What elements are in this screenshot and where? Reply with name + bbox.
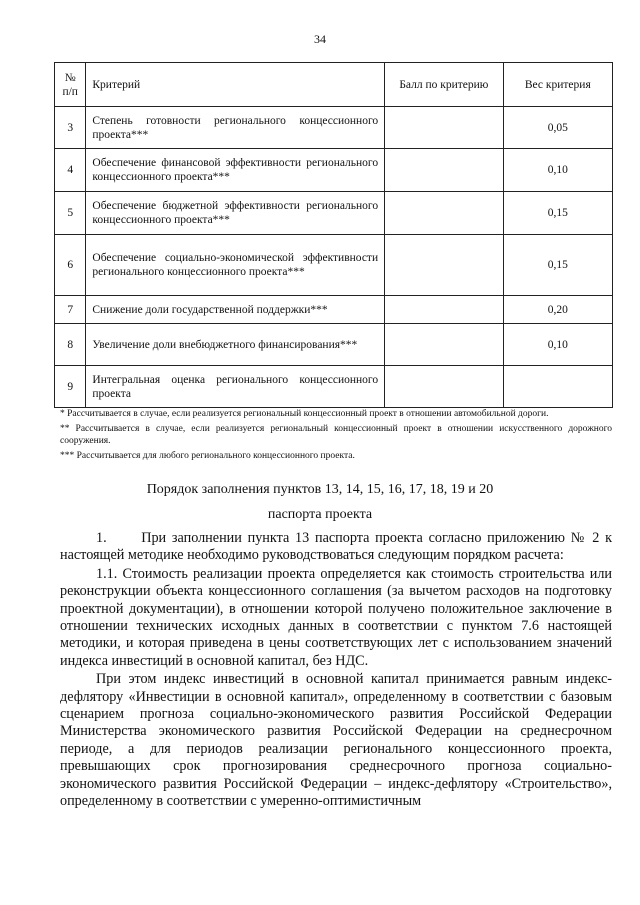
row-weight: 0,05: [503, 107, 612, 149]
header-weight: Вес критерия: [503, 63, 612, 107]
row-score: [385, 107, 503, 149]
row-weight: [503, 366, 612, 408]
header-score: Балл по критерию: [385, 63, 503, 107]
row-score: [385, 366, 503, 408]
table-row: [55, 192, 613, 235]
row-score: [385, 296, 503, 324]
row-score: [385, 324, 503, 366]
footnote: * Рассчитывается в случае, если реализуется региональный концессионный проект в отношении автомобильной дороги.: [60, 409, 549, 419]
row-criterion: Степень готовности регионального концессионного проекта***: [86, 107, 385, 149]
header-criterion: Критерий: [86, 63, 385, 107]
footnote: *** Рассчитывается для любого регионального концессионного проекта.: [60, 450, 355, 461]
criteria-table: [54, 62, 613, 408]
row-weight: 0,10: [503, 324, 612, 366]
table-row: [55, 296, 613, 324]
page-number: 34: [314, 32, 326, 46]
row-criterion: Увеличение доли внебюджетного финансирования***: [86, 324, 385, 366]
row-weight: 0,20: [503, 296, 612, 324]
table-header-row: [55, 63, 613, 107]
row-weight: 0,15: [503, 192, 612, 235]
row-criterion: Интегральная оценка регионального концессионного проекта: [86, 366, 385, 408]
row-criterion: Обеспечение бюджетной эффективности регионального концессионного проекта***: [86, 192, 385, 235]
row-weight: 0,15: [503, 235, 612, 296]
row-criterion: Обеспечение социально-экономической эффективности регионального концессионного проекта***: [86, 235, 385, 296]
row-num: 4: [55, 149, 86, 192]
row-num: 3: [55, 107, 86, 149]
footnotes: [60, 408, 612, 464]
paragraph: 1.1. Стоимость реализации проекта определяется как стоимость строительства или реконструкции объекта концессионного соглашения (за вычетом расходов на подготовку проектной документации), в отношении которой получено положительное заключение в отношении технических исходных данных в соответствии с пунктом 7.6 настоящей методики, и которая приведена в цены соответствующих лет с использованием значений индекса инвестиций в основной капитал, без НДС.: [60, 565, 612, 669]
row-criterion: Обеспечение финансовой эффективности регионального концессионного проекта***: [86, 149, 385, 192]
paragraph: При этом индекс инвестиций в основной капитал принимается равным индекс-дефлятору «Инвестиции в основной капитал», определенному в соответствии с базовым сценарием прогноза социально-экономического развития Российской Федерации Министерства экономического развития Российской Федерации на среднесрочном периоде, а для периодов реализации регионального концессионного проекта, превышающих срок прогнозирования среднесрочного прогноза социально-экономического развития Российской Федерации – индекс-дефлятору «Строительство», определенному в соответствии с умеренно-оптимистичным: [60, 671, 612, 810]
row-num: 6: [55, 235, 86, 296]
table-row: [55, 324, 613, 366]
section-subheading: паспорта проекта: [267, 507, 373, 522]
footnote: ** Рассчитывается в случае, если реализуется региональный концессионный проект в отношении искусственного дорожного сооружения.: [60, 423, 612, 446]
paragraph: 1. При заполнении пункта 13 паспорта проекта согласно приложению № 2 к настоящей методике необходимо руководствоваться следующим порядком расчета:: [60, 530, 612, 564]
table-row: [55, 235, 613, 296]
header-num: № п/п: [55, 63, 86, 107]
table-row: [55, 149, 613, 192]
row-num: 5: [55, 192, 86, 235]
row-criterion: Снижение доли государственной поддержки***: [86, 296, 385, 324]
row-score: [385, 192, 503, 235]
row-num: 9: [55, 366, 86, 408]
table-row: [55, 366, 613, 408]
section-heading: Порядок заполнения пунктов 13, 14, 15, 16, 17, 18, 19 и 20: [146, 482, 494, 497]
row-num: 7: [55, 296, 86, 324]
row-score: [385, 235, 503, 296]
body-text: [60, 530, 612, 811]
table-row: [55, 107, 613, 149]
row-score: [385, 149, 503, 192]
row-num: 8: [55, 324, 86, 366]
row-weight: 0,10: [503, 149, 612, 192]
